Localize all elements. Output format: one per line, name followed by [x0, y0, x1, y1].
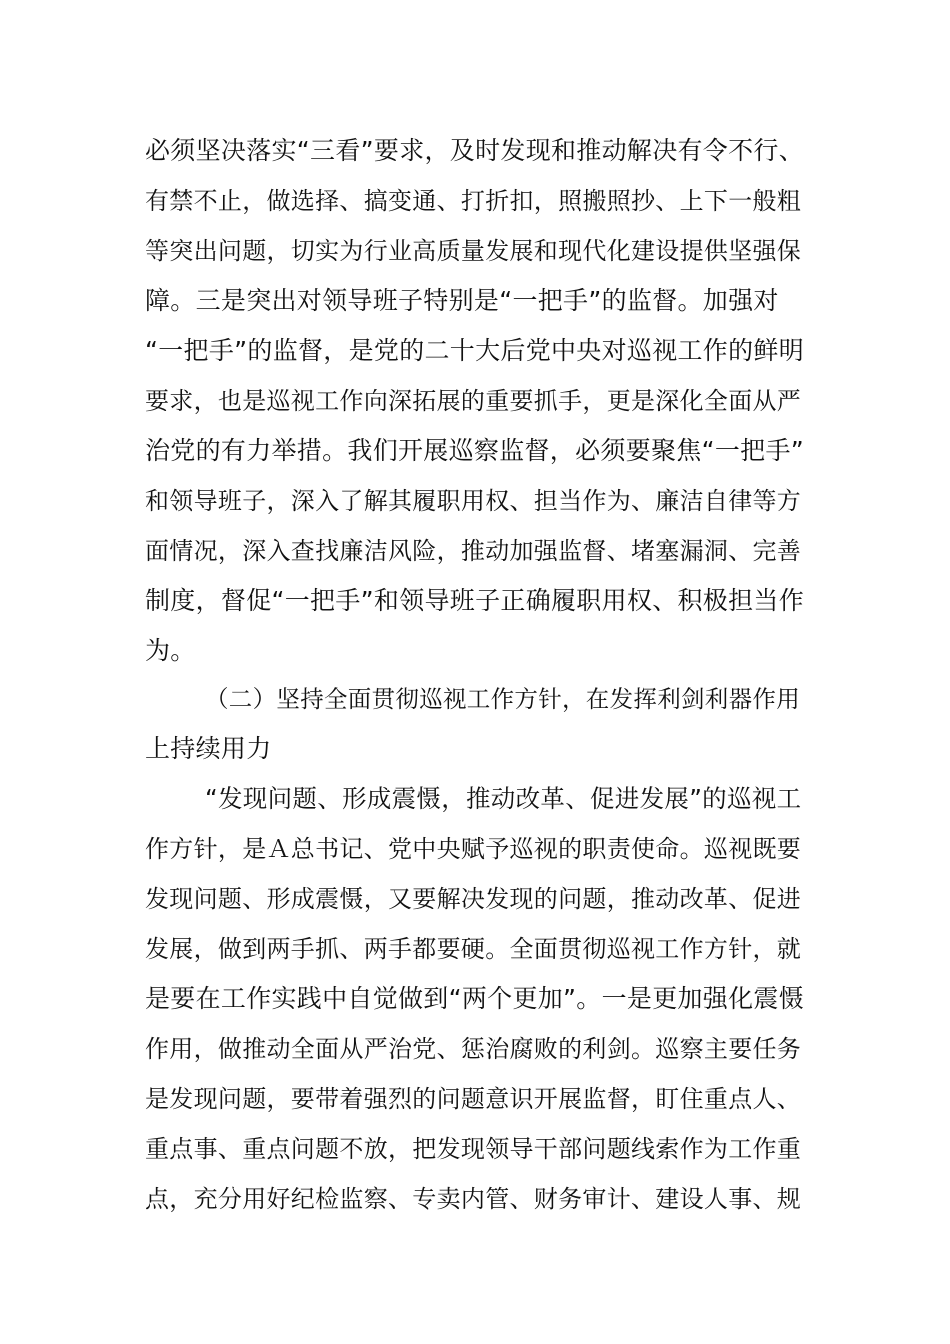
text-line: 制度，督促“一把手”和领导班子正确履职用权、积极担当作 [145, 586, 805, 615]
text-line: 作方针，是Ａ总书记、党中央赋予巡视的职责使命。巡视既要 [145, 835, 802, 863]
text-line: 和领导班子，深入了解其履职用权、担当作为、廉洁自律等方 [145, 487, 802, 515]
text-line: 发现问题、形成震慑，又要解决发现的问题，推动改革、促进 [145, 885, 802, 913]
text-line: 发展，做到两手抓、两手都要硬。全面贯彻巡视工作方针，就 [145, 935, 802, 963]
text-line: 等突出问题，切实为行业高质量发展和现代化建设提供坚强保 [145, 237, 802, 265]
text-line: 点，充分用好纪检监察、专卖内管、财务审计、建设人事、规 [145, 1185, 802, 1213]
text-line: 治党的有力举措。我们开展巡察监督，必须要聚焦“一把手” [145, 436, 805, 465]
section-heading-continued: 上持续用力 [145, 734, 272, 763]
text-line: 要求，也是巡视工作向深拓展的重要抓手，更是深化全面从严 [145, 387, 802, 415]
text-line: 面情况，深入查找廉洁风险，推动加强监督、堵塞漏洞、完善 [145, 537, 802, 565]
text-line: 障。三是突出对领导班子特别是“一把手”的监督。加强对 [145, 286, 779, 315]
text-line: 是要在工作实践中自觉做到“两个更加”。一是更加强化震慑 [145, 984, 805, 1013]
text-line: 必须坚决落实“三看”要求，及时发现和推动解决有令不行、 [145, 136, 805, 165]
text-line: 作用，做推动全面从严治党、惩治腐败的利剑。巡察主要任务 [145, 1035, 802, 1063]
paragraph-first-line: “发现问题、形成震慑，推动改革、促进发展”的巡视工 [205, 784, 802, 813]
text-line: 有禁不止，做选择、搞变通、打折扣，照搬照抄、上下一般粗 [145, 187, 802, 215]
text-line: 为。 [145, 636, 196, 665]
text-line: 重点事、重点问题不放，把发现领导干部问题线索作为工作重 [145, 1135, 802, 1163]
text-line: 是发现问题，要带着强烈的问题意识开展监督，盯住重点人、 [145, 1085, 802, 1113]
section-heading: （二）坚持全面贯彻巡视工作方针，在发挥利剑利器作用 [205, 685, 800, 713]
text-line: “一把手”的监督，是党的二十大后党中央对巡视工作的鲜明 [145, 336, 805, 365]
